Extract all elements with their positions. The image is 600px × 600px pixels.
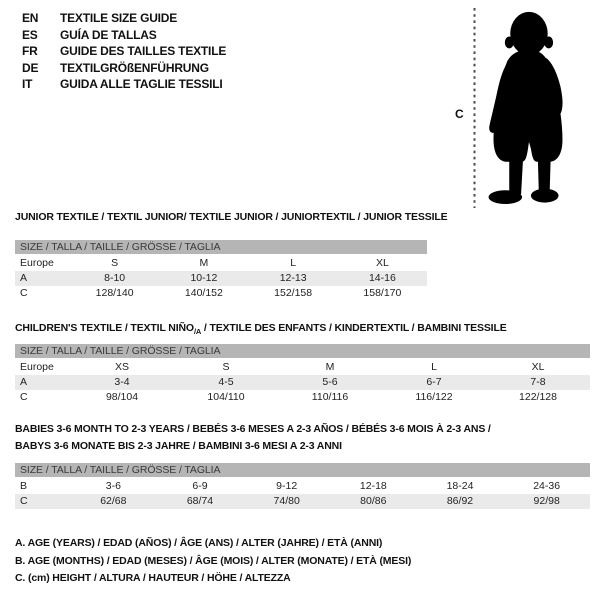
children-size-table [15, 344, 590, 405]
babies-size-table [15, 463, 590, 509]
size-cell: 10-12 [190, 272, 218, 284]
size-header-bar: SIZE / TALLA / TAILLE / GRÖSSE / TAGLIA [15, 344, 590, 358]
row-label: B [20, 480, 28, 492]
lang-row-en [22, 10, 226, 27]
title-text: / TEXTILE DES ENFANTS / KINDERTEXTIL / BAMBINI TESSILE [201, 322, 507, 334]
size-cell: 122/128 [519, 391, 557, 403]
size-cell: 14-16 [368, 272, 396, 284]
lang-title: TEXTILE SIZE GUIDE [60, 11, 178, 25]
dashed-line-icon [473, 8, 476, 208]
table-row-height [15, 494, 590, 509]
size-cell: 8-10 [104, 272, 126, 284]
height-measure-label: C [455, 107, 464, 121]
lang-code: FR [22, 44, 38, 58]
size-cell: 4-5 [218, 376, 234, 388]
size-cell: 24-36 [533, 480, 561, 492]
size-header-bar: SIZE / TALLA / TAILLE / GRÖSSE / TAGLIA [15, 240, 427, 254]
size-cell: S [222, 361, 230, 373]
lang-row-es [22, 27, 226, 44]
lang-title: TEXTILGRÖßENFÜHRUNG [60, 60, 209, 75]
size-cell: 18-24 [446, 480, 474, 492]
size-cell: 62/68 [100, 495, 127, 507]
lang-code: IT [22, 77, 33, 91]
size-cell: 128/140 [95, 287, 134, 299]
size-cell: XS [114, 361, 129, 373]
size-cell: 110/116 [311, 391, 349, 403]
size-cell: 86/92 [446, 495, 474, 507]
size-cell: 158/170 [363, 287, 402, 299]
size-cell: M [325, 361, 335, 373]
footnote-a: A. AGE (YEARS) / EDAD (AÑOS) / ÂGE (ANS) / ALTER (JAHRE) / ETÀ (ANNI) [15, 537, 383, 549]
table-row-height [15, 390, 590, 405]
size-cell: 9-12 [276, 480, 298, 492]
baby-silhouette-icon [482, 6, 572, 213]
lang-code: DE [22, 60, 39, 75]
size-header-bar: SIZE / TALLA / TAILLE / GRÖSSE / TAGLIA [15, 463, 590, 477]
size-cell: L [290, 257, 297, 269]
size-cell: 3-4 [114, 376, 130, 388]
row-label: A [20, 376, 28, 388]
lang-row-fr [22, 43, 226, 60]
size-cell: 68/74 [186, 495, 214, 507]
row-label: Europe [20, 257, 54, 269]
size-cell: XL [375, 257, 389, 269]
babies-table-title [15, 421, 491, 455]
size-cell: 116/122 [415, 391, 453, 403]
size-cell: 140/152 [184, 287, 223, 299]
lang-title: GUIDE DES TAILLES TEXTILE [60, 44, 227, 58]
children-table-title [15, 322, 507, 336]
row-label: Europe [20, 361, 54, 373]
size-cell: 5-6 [322, 376, 338, 388]
row-label: A [20, 272, 28, 284]
table-row-height [15, 286, 427, 301]
lang-code: EN [22, 11, 39, 25]
height-dashed-line [473, 8, 476, 213]
table-row-age [15, 375, 590, 390]
table-row-age-months [15, 479, 590, 494]
table-row-age [15, 271, 427, 286]
row-label: C [20, 391, 28, 403]
junior-table-title: JUNIOR TEXTILE / TEXTIL JUNIOR/ TEXTILE JUNIOR / JUNIORTEXTIL / JUNIOR TESSILE [15, 211, 448, 223]
size-cell: 12-18 [359, 480, 387, 492]
table-row-europe [15, 360, 590, 375]
footnote-c: C. (cm) HEIGHT / ALTURA / HAUTEUR / HÖHE / ALTEZZA [15, 572, 291, 584]
size-cell: 12-13 [279, 272, 307, 284]
size-cell: 92/98 [533, 495, 560, 507]
size-cell: XL [531, 361, 545, 373]
lang-row-de [22, 60, 226, 77]
lang-code: ES [22, 27, 38, 42]
title-text: CHILDREN'S TEXTILE / TEXTIL NIÑO [15, 322, 194, 334]
lang-title: GUÍA DE TALLAS [60, 27, 157, 42]
size-cell: 80/86 [360, 495, 387, 507]
size-cell: 6-9 [192, 480, 208, 492]
size-cell: 152/158 [274, 287, 313, 299]
size-cell: 3-6 [105, 480, 121, 492]
size-cell: 7-8 [530, 376, 546, 388]
row-label: C [20, 287, 28, 299]
lang-title: GUIDA ALLE TAGLIE TESSILI [60, 77, 223, 91]
junior-size-table [15, 240, 427, 301]
footnote-b: B. AGE (MONTHS) / EDAD (MESES) / ÂGE (MOIS) / ALTER (MONATE) / ETÀ (MESI) [15, 554, 412, 567]
size-cell: M [199, 257, 209, 269]
size-cell: S [111, 257, 119, 269]
row-label: C [20, 495, 28, 507]
size-cell: 98/104 [105, 391, 139, 403]
size-cell: 104/110 [207, 391, 245, 403]
title-line-1: BABIES 3-6 MONTH TO 2-3 YEARS / BEBÉS 3-6 MESES A 2-3 AÑOS / BÉBÉS 3-6 MOIS À 2-3 ANS / [15, 423, 491, 435]
title-subscript: /A [193, 327, 202, 337]
legend-footnotes [15, 535, 411, 588]
lang-row-it [22, 76, 226, 93]
size-cell: L [431, 361, 437, 373]
title-line-2: BABYS 3-6 MONATE BIS 2-3 JAHRE / BAMBINI 3-6 MESI A 2-3 ANNI [15, 440, 342, 452]
size-cell: 74/80 [273, 495, 300, 507]
language-header [22, 10, 226, 93]
table-row-europe [15, 256, 427, 271]
size-cell: 6-7 [426, 376, 442, 388]
